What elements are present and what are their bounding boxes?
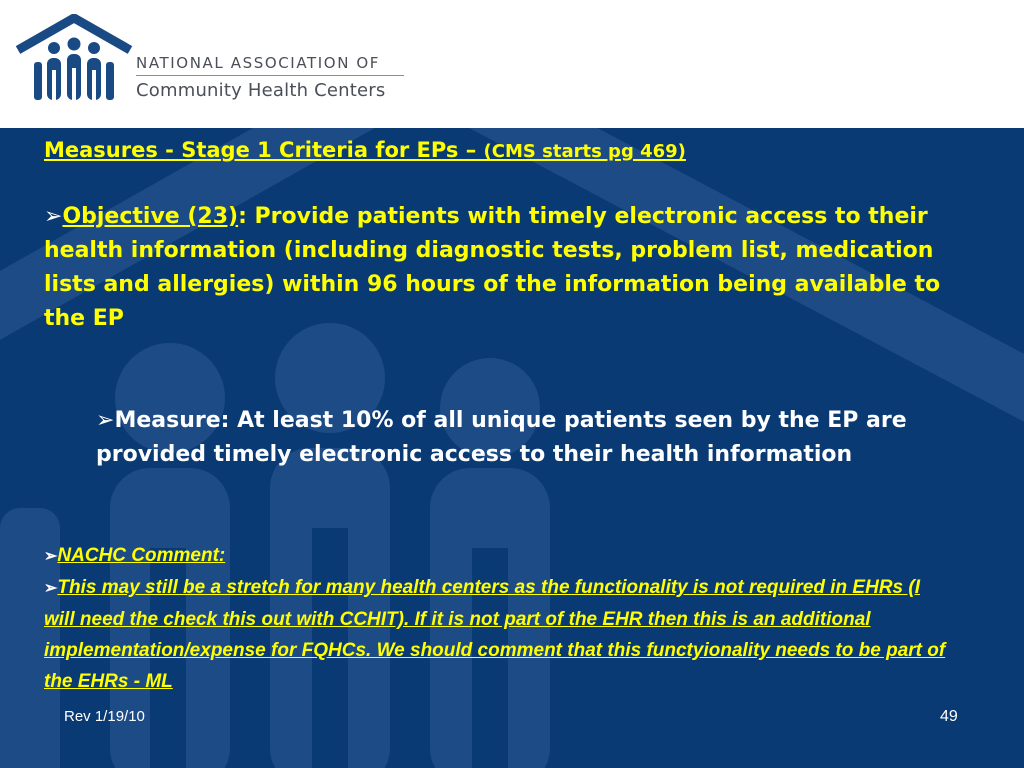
measure-paragraph [96, 404, 936, 472]
objective-text: : Provide patients with timely electronic access to their health information (including diagnostic tests, problem list, medication lists and allergies) within 96 hours of the information being available to the EP [44, 204, 941, 331]
measure-text: Measure: At least 10% of all unique patients seen by the EP are provided timely electronic access to their health information [96, 408, 907, 467]
revision-date: Rev 1/19/10 [64, 708, 145, 725]
arrow-bullet-icon: ➢ [96, 408, 115, 433]
comment-label-line [44, 540, 954, 572]
arrow-bullet-icon: ➢ [44, 580, 58, 597]
objective-paragraph [44, 200, 954, 336]
comment-body-line [44, 572, 954, 697]
arrow-bullet-icon: ➢ [44, 548, 58, 565]
objective-label: Objective (23) [62, 204, 239, 229]
slide-title [44, 138, 686, 162]
comment-label: NACHC Comment: [57, 545, 226, 566]
comment-text: This may still be a stretch for many health centers as the functionality is not required in EHRs (I will need the check this out with CCHIT). If it is not part of the EHR then this is an additional implementation/expense for FQHCs. We should comment that this functyionality needs to be part of the EHRs - ML [44, 577, 946, 692]
page-number: 49 [940, 708, 958, 725]
slide-title-reference: (CMS starts pg 469) [483, 141, 686, 162]
arrow-bullet-icon: ➢ [44, 204, 63, 229]
org-name-line2: Community Health Centers [136, 80, 386, 101]
nachc-comment [44, 540, 954, 697]
header-bar [0, 0, 1024, 128]
people-house-icon [14, 14, 134, 106]
org-name [136, 54, 404, 102]
org-name-line1: NATIONAL ASSOCIATION OF [136, 54, 381, 72]
slide-title-main: Measures - Stage 1 Criteria for EPs – [44, 138, 484, 162]
org-name-divider [136, 75, 404, 76]
